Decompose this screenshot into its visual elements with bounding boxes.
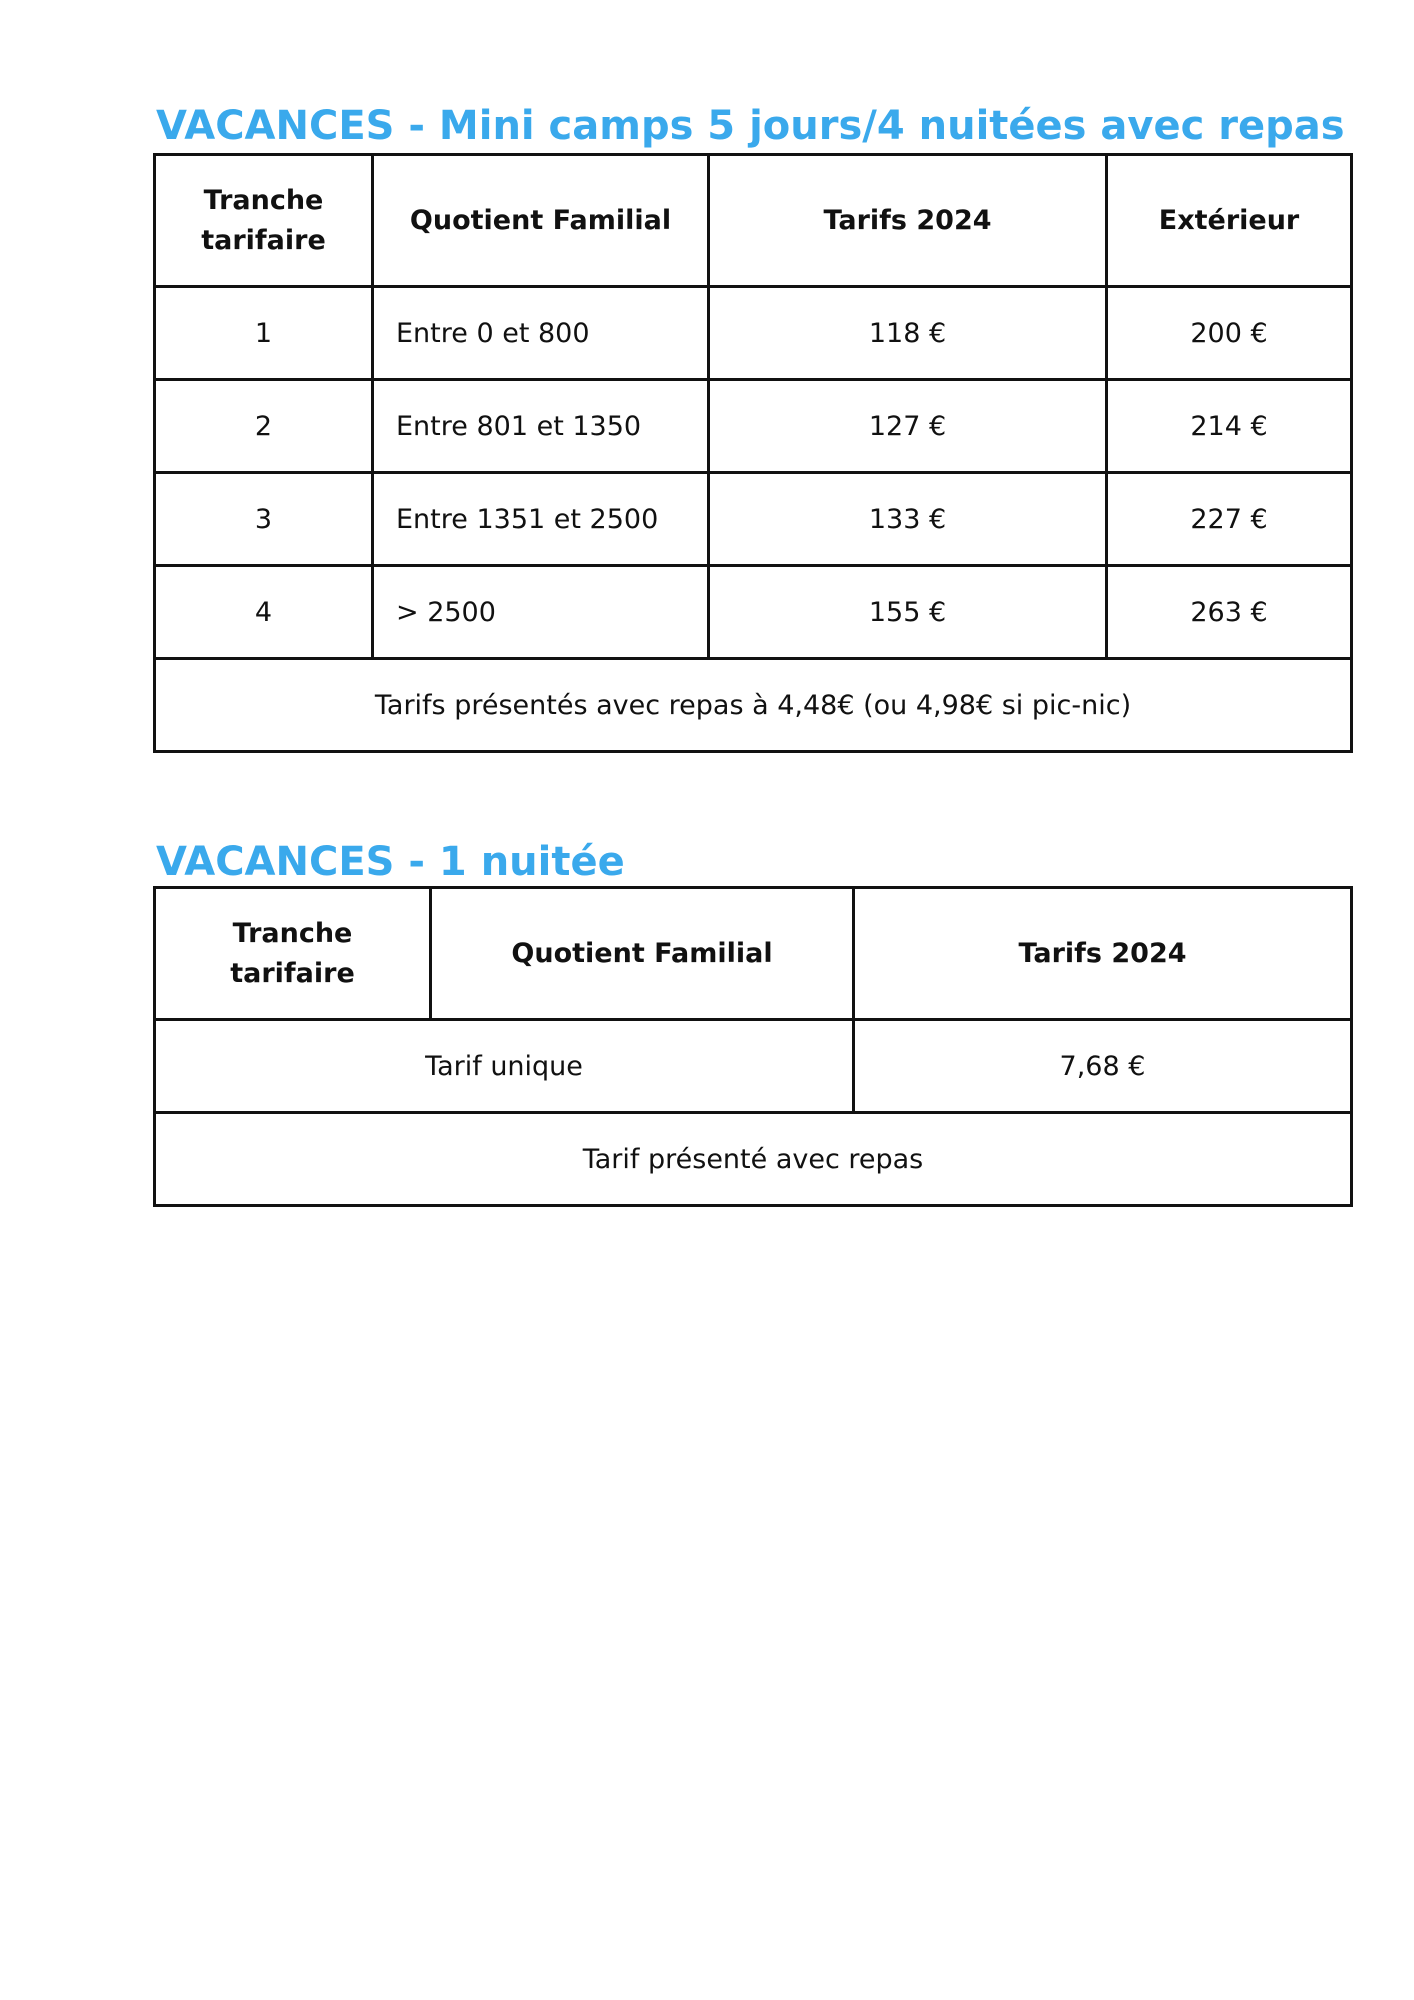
cell-tranche: 1 <box>155 287 373 380</box>
une-nuitee-pricing-table <box>153 886 1353 1207</box>
header-quotient: Quotient Familial <box>373 155 709 287</box>
table-row <box>155 566 1352 659</box>
table-row <box>155 1020 1352 1113</box>
table-footer-row <box>155 659 1352 752</box>
cell-tarif-unique-label: Tarif unique <box>155 1020 854 1113</box>
table-footer-row <box>155 1113 1352 1206</box>
cell-tarif: 155 € <box>709 566 1107 659</box>
cell-quotient: Entre 0 et 800 <box>373 287 709 380</box>
cell-tarif: 7,68 € <box>854 1020 1352 1113</box>
table-row <box>155 473 1352 566</box>
header-tranche: Tranche tarifaire <box>155 155 373 287</box>
cell-exterieur: 214 € <box>1107 380 1352 473</box>
cell-quotient: Entre 801 et 1350 <box>373 380 709 473</box>
header-exterieur: Extérieur <box>1107 155 1352 287</box>
table-header-row <box>155 888 1352 1020</box>
cell-tarif: 133 € <box>709 473 1107 566</box>
cell-tarif: 118 € <box>709 287 1107 380</box>
cell-exterieur: 200 € <box>1107 287 1352 380</box>
cell-tranche: 4 <box>155 566 373 659</box>
cell-tranche: 3 <box>155 473 373 566</box>
header-tranche: Tranche tarifaire <box>155 888 431 1020</box>
footer-note: Tarif présenté avec repas <box>155 1113 1352 1206</box>
table-header-row <box>155 155 1352 287</box>
section-title-une-nuitee: VACANCES - 1 nuitée <box>156 839 625 885</box>
table-row <box>155 380 1352 473</box>
cell-quotient: > 2500 <box>373 566 709 659</box>
header-tarifs: Tarifs 2024 <box>709 155 1107 287</box>
header-quotient: Quotient Familial <box>431 888 854 1020</box>
cell-tranche: 2 <box>155 380 373 473</box>
cell-exterieur: 263 € <box>1107 566 1352 659</box>
header-tarifs: Tarifs 2024 <box>854 888 1352 1020</box>
cell-tarif: 127 € <box>709 380 1107 473</box>
mini-camps-pricing-table <box>153 153 1353 753</box>
footer-note: Tarifs présentés avec repas à 4,48€ (ou 4,98€ si pic-nic) <box>155 659 1352 752</box>
table-row <box>155 287 1352 380</box>
cell-quotient: Entre 1351 et 2500 <box>373 473 709 566</box>
section-title-mini-camps: VACANCES - Mini camps 5 jours/4 nuitées avec repas <box>156 103 1345 149</box>
cell-exterieur: 227 € <box>1107 473 1352 566</box>
